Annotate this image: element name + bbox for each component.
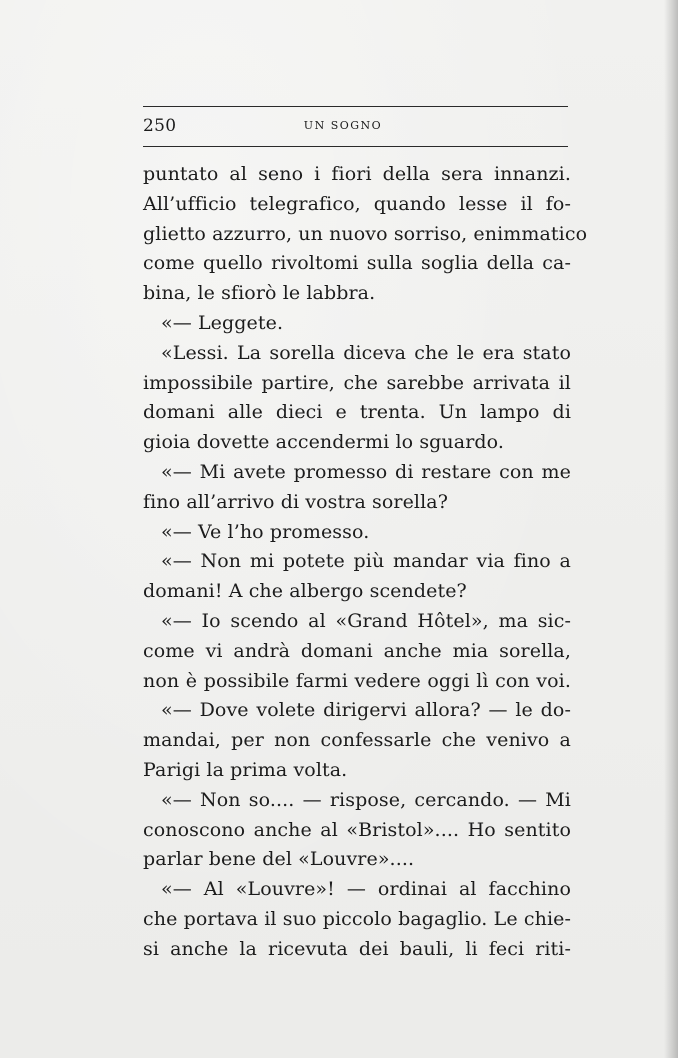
text-line: «Lessi. La sorella diceva che le era stato [161,341,571,364]
text-line: bina, le sfiorò le labbra. [143,282,376,305]
text-line: All’ufficio telegrafico, quando lesse il fo- [143,192,571,215]
text-line: non è possibile farmi vedere oggi lì con voi. [143,669,571,692]
text-line: che portava il suo piccolo bagaglio. Le chie- [143,907,571,930]
text-line: domani! A che albergo scendete? [143,580,467,603]
text-line: domani alle dieci e trenta. Un lampo di [143,401,571,424]
text-line: come vi andrà domani anche mia sorella, [143,639,571,662]
text-line: «— Non mi potete più mandar via fino a [161,550,571,573]
text-line: parlar bene del «Louvre».... [143,848,415,871]
page-edge-shadow [664,0,678,1058]
text-line: «— Non so.... — rispose, cercando. — Mi [161,788,571,811]
text-line: puntato al seno i fiori della sera innanzi. [143,163,571,185]
text-line: «— Ve l’ho promesso. [161,520,370,543]
text-line: «— Al «Louvre»! — ordinai al facchino [161,878,571,901]
text-line: «— Leggete. [161,311,284,334]
text-line: glietto azzurro, un nuovo sorriso, enimmatico [143,222,588,245]
header-rule-top [143,106,568,107]
page-number: 250 [143,116,177,136]
text-line: mandai, per non confessarle che venivo a [143,729,571,752]
text-line: impossibile partire, che sarebbe arrivata il [143,371,571,394]
text-line: «— Mi avete promesso di restare con me [161,460,571,483]
text-line: gioia dovette accendermi lo sguardo. [143,431,504,454]
body-text [143,160,588,965]
text-line: fino all’arrivo di vostra sorella? [143,490,448,513]
running-head: UN SOGNO [303,119,383,132]
header-rule-bottom [143,146,568,147]
text-line: Parigi la prima volta. [143,758,348,781]
text-line: conoscono anche al «Bristol».... Ho sentito [143,818,571,841]
text-line: «— Io scendo al «Grand Hôtel», ma sic- [161,609,571,632]
text-line: come quello rivoltomi sulla soglia della ca- [143,252,571,275]
text-line: «— Dove volete dirigervi allora? — le do- [161,699,571,722]
text-line: si anche la ricevuta dei bauli, li feci riti- [143,937,571,960]
